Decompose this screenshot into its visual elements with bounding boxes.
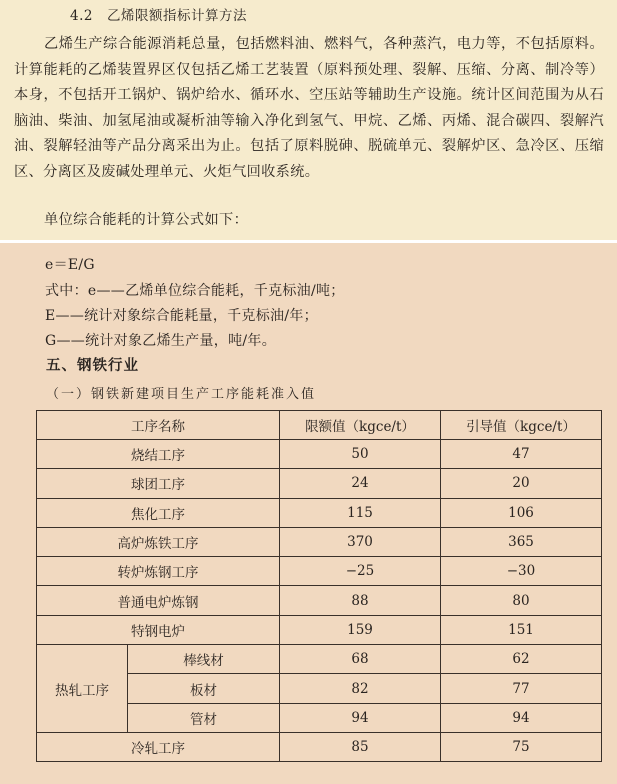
limit-value: 68	[280, 645, 441, 674]
header-guide: 引导值（kgce/t）	[441, 411, 602, 440]
steel-subsection-title: （一）钢铁新建项目生产工序能耗准入值	[46, 387, 317, 402]
steel-section-title: 五、钢铁行业	[46, 357, 139, 374]
guide-value: 365	[441, 527, 602, 556]
process-name: 高炉炼铁工序	[37, 527, 280, 556]
guide-value: 94	[441, 703, 602, 732]
definition-G: G——统计对象乙烯生产量，吨/年。	[45, 333, 276, 349]
guide-value: −30	[441, 557, 602, 586]
limit-value: 94	[280, 703, 441, 732]
guide-value: 77	[441, 674, 602, 703]
process-name: 管材	[128, 703, 280, 732]
limit-value: 88	[280, 586, 441, 615]
guide-value: 47	[441, 440, 602, 469]
ethylene-paragraph: 乙烯生产综合能源消耗总量，包括燃料油、燃料气，各种蒸汽，电力等，不包括原料。计算能耗的乙烯装置界区仅包括乙烯工艺装置（原料预处理、裂解、压缩、分离、制冷等）本身，不包括开工锅炉、锅炉给水、循环水、空压站等辅助生产设施。统计区间范围为从石脑油、柴油、加氢尾油或凝析油等输入净化到氢气、甲烷、乙烯、丙烯、混合碳四、裂解汽油、裂解轻油等产品分离采出为止。包括了原料脱砷、脱硫单元、裂解炉区、急冷区、压缩区、分离区及废碱处理单元、火炬气回收系统。	[14, 36, 604, 180]
limit-value: −25	[280, 557, 441, 586]
section-heading-4-2: 4.2 乙烯限额指标计算方法	[70, 8, 247, 24]
limit-value: 115	[280, 498, 441, 527]
process-name: 板材	[128, 674, 280, 703]
guide-value: 106	[441, 498, 602, 527]
table-row	[37, 469, 602, 498]
limit-value: 24	[280, 469, 441, 498]
process-name: 棒线材	[128, 645, 280, 674]
table-row	[37, 440, 602, 469]
header-limit: 限额值（kgce/t）	[280, 411, 441, 440]
table-row	[37, 557, 602, 586]
process-name: 特钢电炉	[37, 615, 280, 644]
hot-rolling-group-label: 热轧工序	[37, 645, 128, 733]
energy-limit-table	[36, 410, 602, 762]
table-row	[37, 645, 602, 674]
limit-value: 50	[280, 440, 441, 469]
table-row	[37, 732, 602, 761]
guide-value: 80	[441, 586, 602, 615]
table-row	[37, 498, 602, 527]
limit-value: 85	[280, 732, 441, 761]
limit-value: 370	[280, 527, 441, 556]
table-row	[37, 615, 602, 644]
limit-value: 159	[280, 615, 441, 644]
process-name: 冷轧工序	[37, 732, 280, 761]
process-name: 烧结工序	[37, 440, 280, 469]
process-name: 转炉炼钢工序	[37, 557, 280, 586]
table-row	[37, 586, 602, 615]
process-name: 普通电炉炼钢	[37, 586, 280, 615]
process-name: 焦化工序	[37, 498, 280, 527]
process-name: 球团工序	[37, 469, 280, 498]
formula: e＝E/G	[45, 257, 95, 273]
guide-value: 20	[441, 469, 602, 498]
definition-E: E——统计对象综合能耗量，千克标油/年；	[45, 308, 318, 324]
definition-e: 式中：e——乙烯单位综合能耗，千克标油/吨；	[45, 283, 345, 299]
limit-value: 82	[280, 674, 441, 703]
header-process: 工序名称	[37, 411, 280, 440]
formula-intro: 单位综合能耗的计算公式如下：	[44, 212, 249, 228]
guide-value: 62	[441, 645, 602, 674]
guide-value: 75	[441, 732, 602, 761]
table-row	[37, 527, 602, 556]
table-header-row	[37, 411, 602, 440]
guide-value: 151	[441, 615, 602, 644]
